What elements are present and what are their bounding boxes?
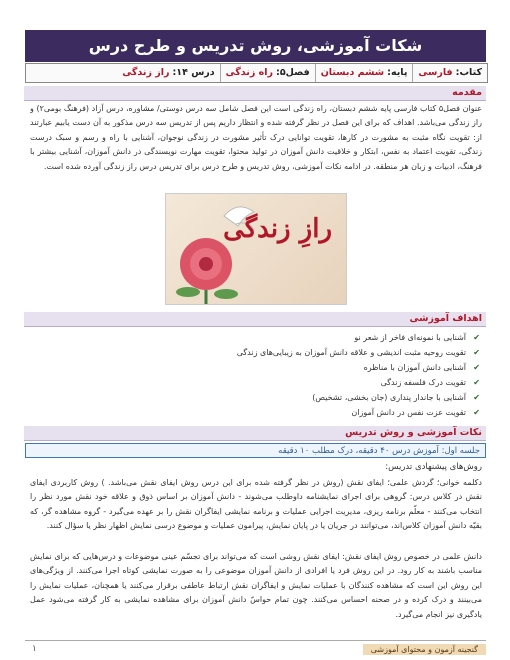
methods-heading-text: نکات آموزشی و روش تدریس [345, 427, 482, 438]
intro-heading-text: مقدمه [452, 87, 482, 98]
lesson-value: راز زندگی [122, 67, 170, 78]
goal-item [30, 345, 482, 360]
grade-value: ششم دبستان [320, 67, 385, 78]
goal-text: آشنایی با جاندار پنداری (جان بخشی، تشخیص) [312, 393, 466, 402]
check-icon: ✔ [473, 348, 480, 357]
book-cell [412, 64, 487, 82]
goal-text: تقویت عزت نفس در دانش آموزان [351, 408, 466, 417]
grade-cell [315, 64, 413, 82]
session-box: جلسه اول: آموزش درس ۴۰ دقیقه، درک مطلب ۱۰ دقیقه [25, 443, 486, 458]
goal-item [30, 390, 482, 405]
intro-heading [24, 86, 486, 101]
lesson-label: درس ۱۴: [172, 67, 215, 78]
methods-heading [24, 426, 486, 441]
lesson-cell [117, 64, 219, 82]
intro-paragraph: عنوان فصل۵ کتاب فارسی پایه ششم دبستان، راه زندگی است این فصل شامل سه درس دوستی/ مشاوره، درس آزاد (فرهنگ بومی۲) و راز زندگی می‌باشد. اهداف که برای این فصل در نظر گرفته شده و انتظار داریم پس از تدریس سه درس مذکور به آن دست یابیم عبارتند از: تقویت نگاه مثبت به مشورت در کارها، تقویت توانایی درک تأثیر مشورت در زندگی نوجوان، آشنایی با راه و رسم و سبک درست زندگی، تقویت اعتماد به نفس، ابتکار و خلاقیت دانش آموزان در تولید محتوا، تقویت مهارت نویسندگی در دانش آموزان، آشنایی بیشتر با فرهنگ، ادبیات و زبان هر منطقه. در ادامه نکات آموزشی، روش تدریس و طرح درس برای تدریس درس راز زندگی آورده شده است. [30, 104, 482, 171]
methods-paragraph-1: دکلمه خوانی؛ گردش علمی؛ ایفای نقش (روش در نظر گرفته شده برای این درس روش ایفای نقش می‌باشد. ) روش کاربردی ایفای نقش در کلاس درس: گروهی برای اجرای نمایشنامه داوطلب می‌شوند - دانش آموزان بر اساس ذوق و علاقه خود نقش مورد نظر را انتخاب می‌کنند - معلّم برنامه ریزی، مدیریت اجرایی عملیات و برنامه نمایشی ایفاگران نقش را بر عهده می‌گیرد - گروه مشاهده گر، که بقیّه دانش آموزان کلاس‌اند، می‌توانند در جریان یا در پایان نمایش، پیرامون عملیات و موضوع درسی نمایش اظهار نظر یا سؤال کنند. [30, 478, 482, 531]
goal-text: آشنایی با نمونه‌ای فاخر از شعر نو [354, 333, 466, 342]
book-value: فارسی [418, 67, 453, 78]
check-icon: ✔ [473, 363, 480, 372]
footer-tag: گنجینه آزمون و محتوای آموزشی [363, 644, 486, 655]
grade-label: پایه: [387, 67, 408, 78]
book-label: کتاب: [455, 67, 482, 78]
lesson-meta-row [25, 63, 488, 83]
chapter-label: فصل۵: [276, 67, 310, 78]
goal-text: تقویت درک فلسفه زندگی [380, 378, 466, 387]
goal-item [30, 405, 482, 420]
goals-heading [24, 312, 486, 327]
goal-item [30, 330, 482, 345]
chapter-cell [220, 64, 315, 82]
page-number: ۱ [32, 644, 37, 654]
check-icon: ✔ [473, 333, 480, 342]
chapter-value: راه زندگی [225, 67, 273, 78]
goals-list [30, 330, 482, 420]
goal-item [30, 360, 482, 375]
goal-item [30, 375, 482, 390]
check-icon: ✔ [473, 378, 480, 387]
methods-paragraph-2: دانش علمی در خصوص روش ایفای نقش: ایفای نقش روشی است که می‌تواند برای تجسّم عینی موضوعات و درس‌هایی که برای نمایش مناسب باشند به کار رود. در این روش فرد یا افرادی از دانش آموزان موضوعی را به صورت نمایشی کوتاه اجرا می‌کنند. از ویژگی‌های این روش این است که مشاهده کنندگان با عملیات نمایش و ایفاگران نقش ارتباط عاطفی برقرار می‌کنند یا همچنان، عملیات نمایش را می‌بینند و درک کرده و در صحنه احساس می‌کنند. چون تمام حواسّ دانش آموزان برای مشاهده نمایشی به کار گرفته می‌شود عمل یادگیری نیز انجام می‌گیرد. [30, 552, 482, 619]
goals-heading-text: اهداف آموزشی [409, 313, 482, 324]
check-icon: ✔ [473, 408, 480, 417]
footer-divider [25, 640, 486, 641]
goal-text: تقویت روحیه مثبت اندیشی و علاقه دانش آموزان به زیبایی‌های زندگی [236, 348, 466, 357]
flower-and-dove-illustration [166, 194, 346, 304]
lesson-illustration [165, 193, 347, 305]
document-title-banner: شکات آموزشی، روش تدریس و طرح درس [25, 30, 486, 62]
goal-text: آشنایی دانش آموزان با مناظره [363, 363, 466, 372]
illustration-caption: رازِ زندگی [223, 214, 332, 244]
check-icon: ✔ [473, 393, 480, 402]
methods-subheading: روش‌های پیشنهادی تدریس: [385, 462, 482, 472]
